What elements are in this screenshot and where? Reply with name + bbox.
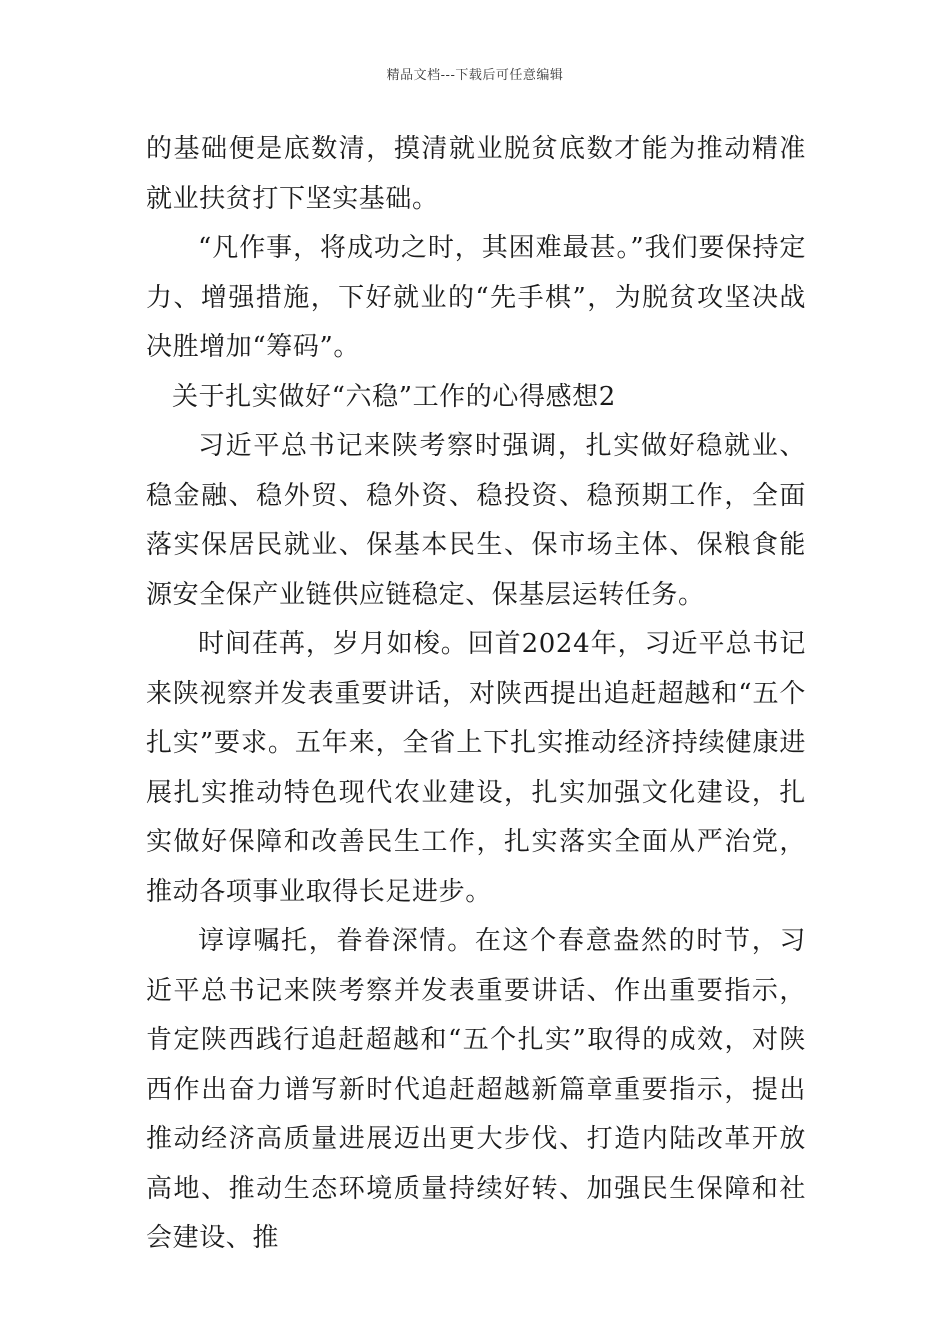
section-heading: 关于扎实做好“六稳”工作的心得感想2 bbox=[172, 381, 616, 412]
paragraph-review: 时间荏苒，岁月如梭。回首2024年，习近平总书记来陕视察并发表重要讲话，对陕西提出追赶超越和“五个扎实”要求。五年来，全省上下扎实推动经济持续健康进展扎实推动特色现代农业建设，扎实加强文化建设，扎实做好保障和改善民生工作，扎实落实全面从严治党，推动各项事业取得长足进步。 bbox=[146, 629, 806, 907]
paragraph-continuation: 的基础便是底数清，摸清就业脱贫底数才能为推动精准就业扶贫打下坚实基础。 bbox=[146, 134, 806, 214]
document-body bbox=[146, 125, 806, 1264]
paragraph-remarks: 习近平总书记来陕考察时强调，扎实做好稳就业、稳金融、稳外贸、稳外资、稳投资、稳预期工作，全面落实保居民就业、保基本民生、保市场主体、保粮食能源安全保产业链供应链稳定、保基层运转任务。 bbox=[146, 431, 806, 610]
page-header: 精品文档---下载后可任意编辑 bbox=[386, 68, 564, 83]
paragraph-instructions: 谆谆嘱托，眷眷深情。在这个春意盎然的时节，习近平总书记来陕考察并发表重要讲话、作出重要指示，肯定陕西践行追赶超越和“五个扎实”取得的成效，对陕西作出奋力谱写新时代追赶超越新篇章重要指示，提出推动经济高质量进展迈出更大步伐、打造内陆改革开放高地、推动生态环境质量持续好转、加强民生保障和社会建设、推 bbox=[146, 926, 806, 1253]
paragraph-quote: “凡作事，将成功之时，其困难最甚。”我们要保持定力、增强措施，下好就业的“先手棋”，为脱贫攻坚决战决胜增加“筹码”。 bbox=[146, 233, 807, 362]
